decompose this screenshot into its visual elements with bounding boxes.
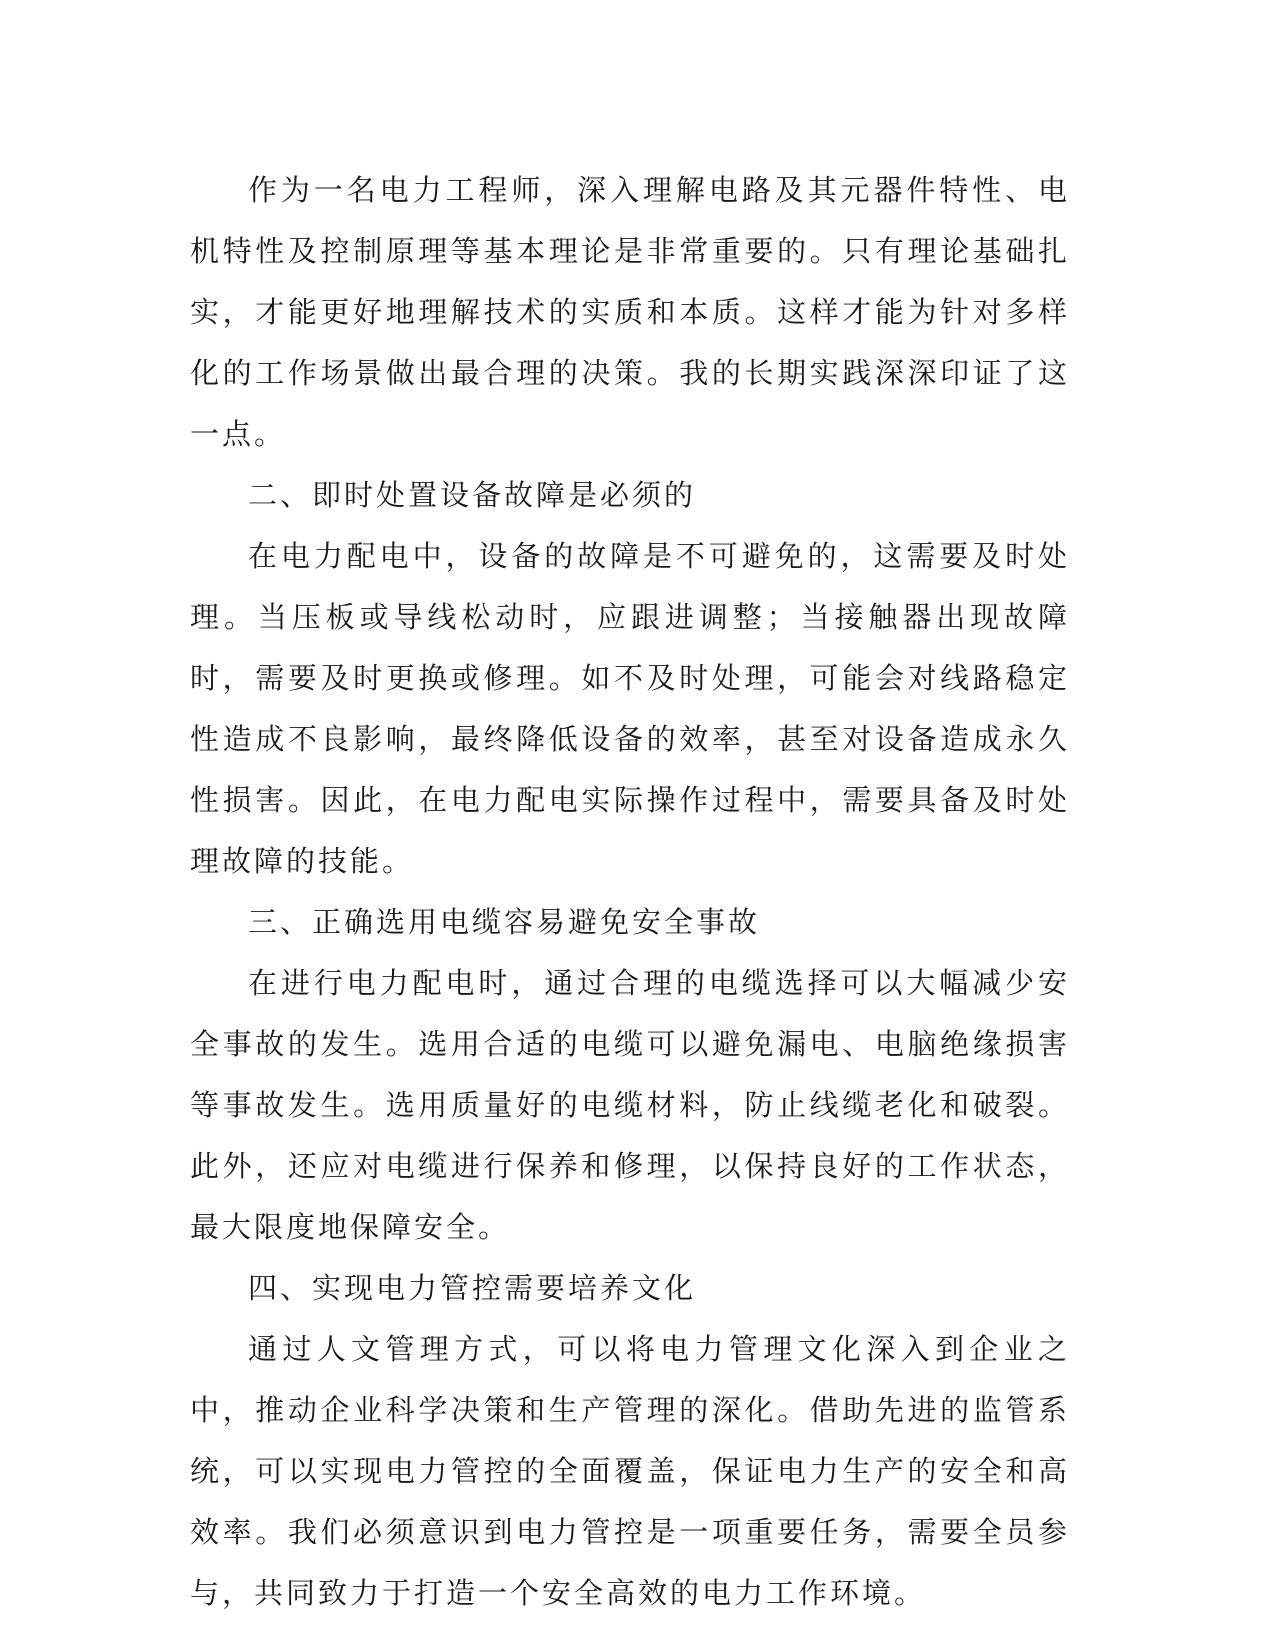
section-heading-3: 三、正确选用电缆容易避免安全事故 [248,905,761,939]
paragraph-theory: 作为一名电力工程师，深入理解电路及其元器件特性、电机特性及控制原理等基本理论是非常重要的。只有理论基础扎实，才能更好地理解技术的实质和本质。这样才能为针对多样化的工作场景做出最合理的决策。我的长期实践深深印证了这一点。 [190,173,1070,451]
section-heading-4: 四、实现电力管控需要培养文化 [248,1271,697,1305]
paragraph-power-control: 通过人文管理方式，可以将电力管理文化深入到企业之中，推动企业科学决策和生产管理的深化。借助先进的监管系统，可以实现电力管控的全面覆盖，保证电力生产的安全和高效率。我们必须意识到电力管控是一项重要任务，需要全员参与，共同致力于打造一个安全高效的电力工作环境。 [190,1332,1070,1610]
document-body [190,160,1070,1624]
paragraph-fault-handling: 在电力配电中，设备的故障是不可避免的，这需要及时处理。当压板或导线松动时，应跟进调整；当接触器出现故障时，需要及时更换或修理。如不及时处理，可能会对线路稳定性造成不良影响，最终降低设备的效率，甚至对设备造成永久性损害。因此，在电力配电实际操作过程中，需要具备及时处理故障的技能。 [190,539,1070,878]
section-heading-2: 二、即时处置设备故障是必须的 [248,478,697,512]
paragraph-cable-selection: 在进行电力配电时，通过合理的电缆选择可以大幅减少安全事故的发生。选用合适的电缆可以避免漏电、电脑绝缘损害等事故发生。选用质量好的电缆材料，防止线缆老化和破裂。此外，还应对电缆进行保养和修理，以保持良好的工作状态，最大限度地保障安全。 [190,966,1070,1244]
